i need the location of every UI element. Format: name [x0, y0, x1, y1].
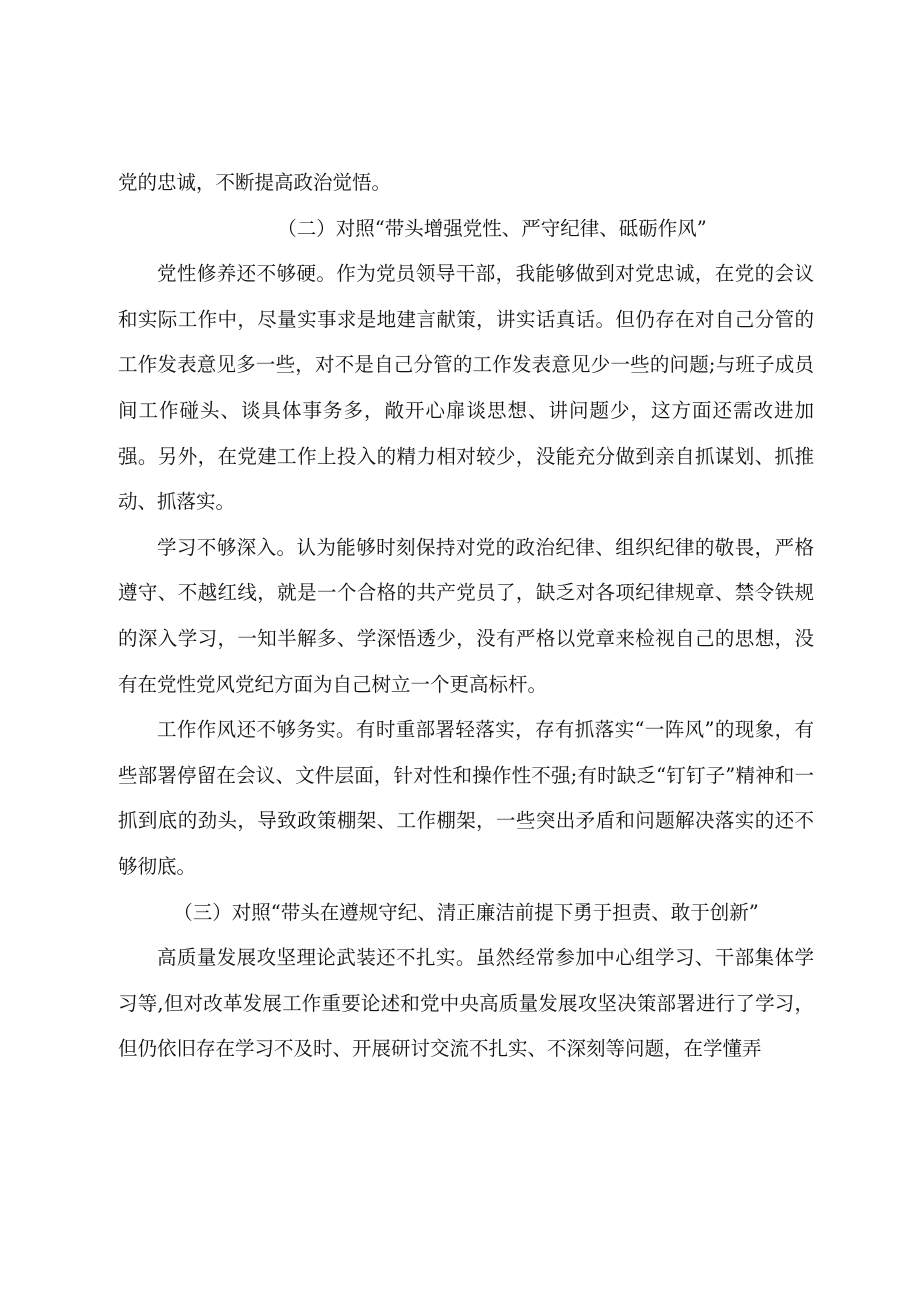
section-heading-3: （三）对照“带头在遵规守纪、清正廉洁前提下勇于担责、敢于创新”	[173, 900, 759, 924]
paragraph-work-style: 工作作风还不够务实。有时重部署轻落实，存有抓落实“一阵风”的现象，有些部署停留在会议、文件层面，针对性和操作性不强;有时缺乏“钉钉子”精神和一抓到底的劲头，导致政策棚架、工作棚架，一些突出矛盾和问题解决落实的还不够彻底。	[118, 718, 814, 878]
paragraph-study: 学习不够深入。认为能够时刻保持对党的政治纪律、组织纪律的敬畏，严格遵守、不越红线，就是一个合格的共产党员了，缺乏对各项纪律规章、禁令铁规的深入学习，一知半解多、学深悟透少，没有严格以党章来检视自己的思想，没有在党性党风党纪方面为自己树立一个更高标杆。	[118, 535, 814, 696]
paragraph-continuation: 党的忠诚，不断提高政治觉悟。	[118, 171, 392, 194]
paragraph-theory: 高质量发展攻坚理论武装还不扎实。虽然经常参加中心组学习、干部集体学习等,但对改革发展工作重要论述和党中央高质量发展攻坚决策部署进行了学习，但仍依旧存在学习不及时、开展研讨交流不扎实、不深刻等问题，在学懂弄	[118, 946, 814, 1061]
document-body	[118, 160, 814, 1072]
section-heading-2: （二）对照“带头增强党性、严守纪律、砥砺作风”	[277, 216, 707, 240]
paragraph-party-spirit: 党性修养还不够硬。作为党员领导干部，我能够做到对党忠诚，在党的会议和实际工作中，尽量实事求是地建言献策，讲实话真话。但仍存在对自己分管的工作发表意见多一些，对不是自己分管的工作发表意见少一些的问题;与班子成员间工作碰头、谈具体事务多，敞开心扉谈思想、讲问题少，这方面还需改进加强。另外，在党建工作上投入的精力相对较少，没能充分做到亲自抓谋划、抓推动、抓落实。	[118, 262, 814, 514]
